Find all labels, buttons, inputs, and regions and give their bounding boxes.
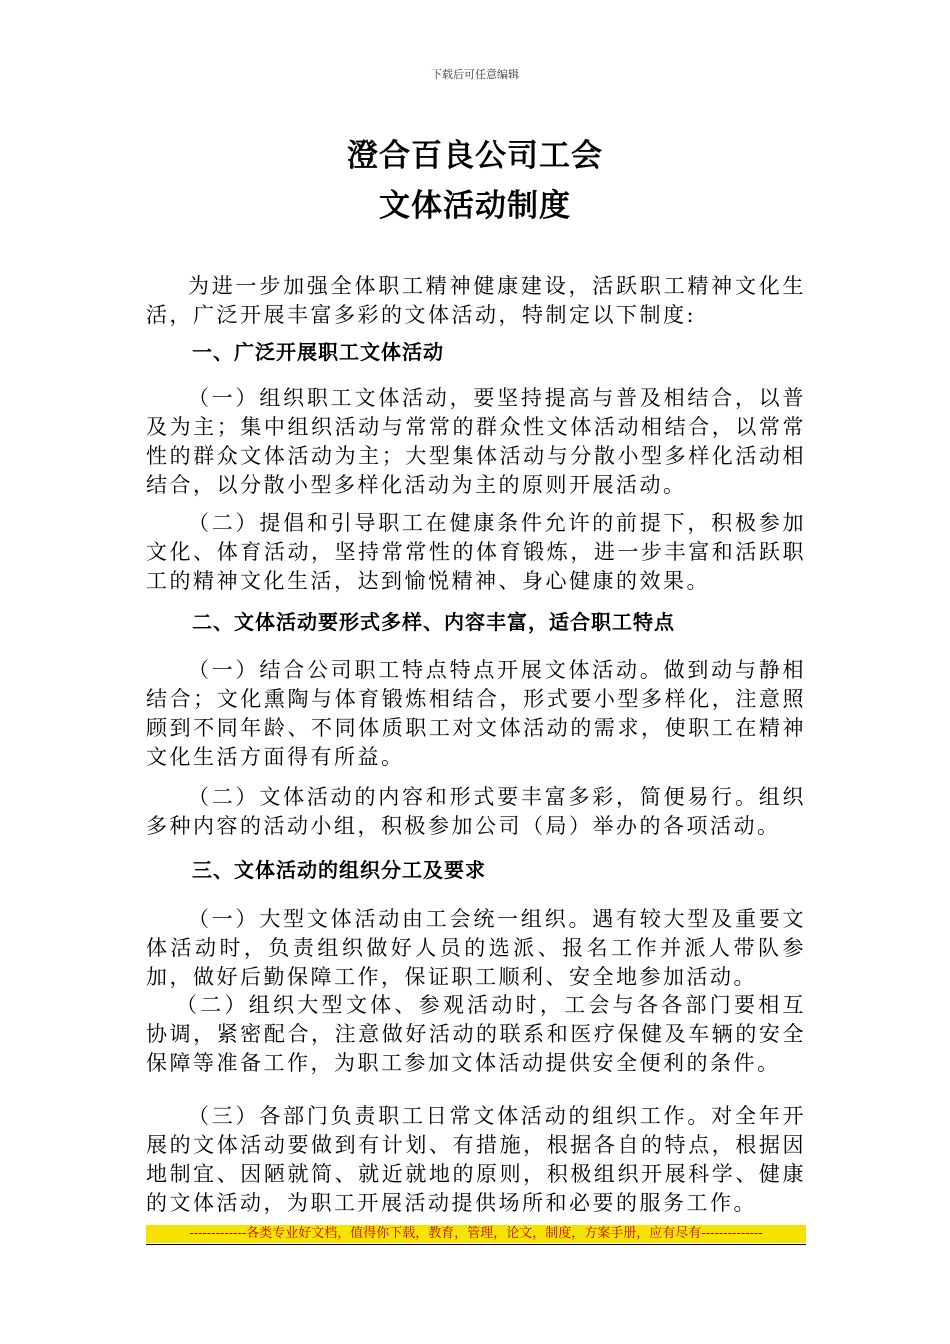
section-1-heading: 一、广泛开展职工文体活动 <box>192 340 444 364</box>
document-title-line1: 澄合百良公司工会 <box>347 138 603 174</box>
document-title-line2: 文体活动制度 <box>379 188 571 224</box>
header-note: 下载后可任意编辑 <box>431 68 519 81</box>
footer-promo-banner: -------------各类专业好文档，值得你下载，教育，管理，论文，制度，方案手册，应有尽有-------------- <box>146 1225 806 1243</box>
intro-paragraph: 为进一步加强全体职工精神健康建设，活跃职工精神文化生活，广泛开展丰富多彩的文体活动，特制定以下制度: <box>146 274 806 327</box>
section-2-paragraph-2: （二）文体活动的内容和形式要丰富多彩，简便易行。组织多种内容的活动小组，积极参加公司（局）举办的各项活动。 <box>146 785 806 838</box>
footer-divider <box>146 1244 806 1245</box>
section-2-paragraph-1: （一）结合公司职工特点特点开展文体活动。做到动与静相结合；文化熏陶与体育锻炼相结合，形式要小型多样化，注意照顾到不同年龄、不同体质职工对文体活动的需求，使职工在精神文化生活方面得有所益。 <box>146 658 806 769</box>
section-3-heading: 三、文体活动的组织分工及要求 <box>192 858 486 882</box>
section-1-paragraph-1: （一）组织职工文体活动，要坚持提高与普及相结合，以普及为主；集中组织活动与常常的群众性文体活动相结合，以常常性的群众文体活动为主；大型集体活动与分散小型多样化活动相结合，以分散小型多样化活动为主的原则开展活动。 <box>146 386 806 497</box>
section-2-heading: 二、文体活动要形式多样、内容丰富，适合职工特点 <box>192 610 675 634</box>
section-3-paragraph-1: （一）大型文体活动由工会统一组织。遇有较大型及重要文体活动时，负责组织做好人员的选派、报名工作并派人带队参加，做好后勤保障工作，保证职工顺利、安全地参加活动。 <box>146 907 806 989</box>
section-1-paragraph-2: （二）提倡和引导职工在健康条件允许的前提下，积极参加文化、体育活动，坚持常常性的体育锻炼，进一步丰富和活跃职工的精神文化生活，达到愉悦精神、身心健康的效果。 <box>146 511 806 593</box>
section-3-paragraph-3: （三）各部门负责职工日常文体活动的组织工作。对全年开展的文体活动要做到有计划、有措施，根据各自的特点，根据因地制宜、因陋就简、就近就地的原则，积极组织开展科学、健康的文体活动，为职工开展活动提供场所和必要的服务工作。 <box>146 1104 806 1215</box>
section-3-paragraph-2: （二）组织大型文体、参观活动时，工会与各各部门要相互协调，紧密配合，注意做好活动的联系和医疗保健及车辆的安全保障等准备工作，为职工参加文体活动提供安全便利的条件。 <box>146 993 806 1075</box>
